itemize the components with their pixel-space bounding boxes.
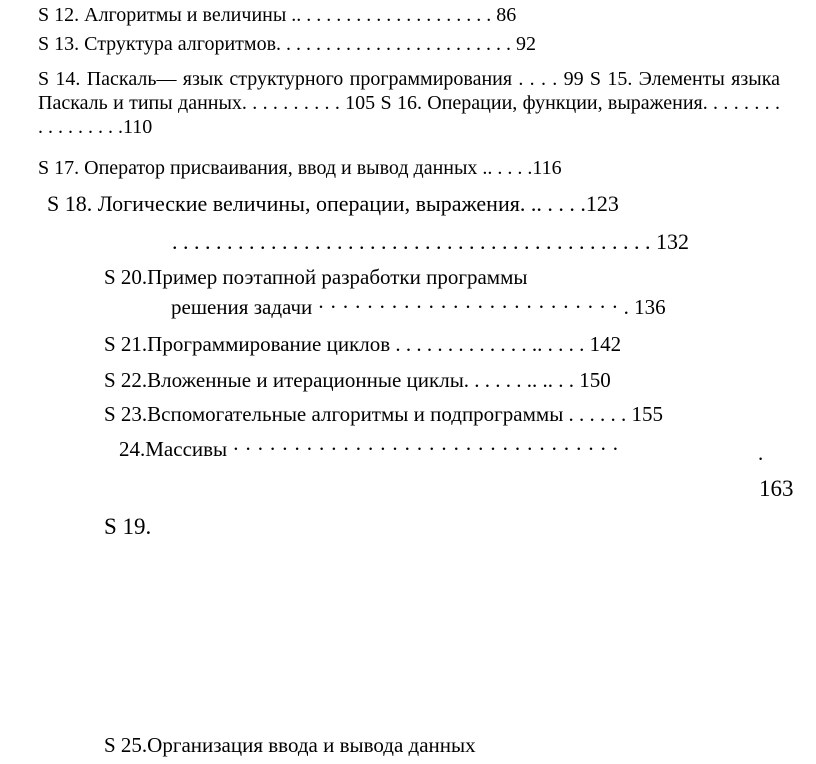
toc-entry-s13: S 13. Структура алгоритмов. . . . . . . . . . . . . . . . . . . . . . . . 92	[38, 33, 537, 55]
toc-entry-s24: 24.Массивы · · · · · · · · · · · · · · · · · · · · · · · · · · · · · · · ·	[119, 437, 619, 461]
toc-entry-s14-s16: S 14. Паскаль— язык структурного программирования . . . . 99 S 15. Элементы языка Паскаль и типы данных. . . . . . . . . . 105 S 16. Операции, функции, выражения. . . . . . . . . . . . . . . . .110	[38, 68, 780, 138]
toc-entry-s18: S 18. Логические величины, операции, выражения. .. . . . .123	[47, 191, 619, 216]
toc-entry-s20-cont: решения задачи · · · · · · · · · · · · · · · · · · · · · · · · · . 136	[171, 295, 666, 319]
toc-entry-s23: S 23.Вспомогательные алгоритмы и подпрограммы . . . . . . 155	[104, 402, 664, 426]
toc-entry-s19: S 19.	[104, 514, 152, 539]
toc-entry-s12: S 12. Алгоритмы и величины .. . . . . . . . . . . . . . . . . . . . 86	[38, 4, 517, 26]
toc-entry-s22: S 22.Вложенные и итерационные циклы. . . . . . .. .. . . 150	[104, 368, 611, 392]
toc-entry-s17: S 17. Оператор присваивания, ввод и вывод данных .. . . . .116	[38, 157, 562, 179]
toc-entry-s25: S 25.Организация ввода и вывода данных	[104, 733, 476, 757]
toc-entry-page-132: . . . . . . . . . . . . . . . . . . . . . . . . . . . . . . . . . . . . . . . . . . . . 132	[172, 229, 689, 254]
toc-entry-s24-dot: .	[758, 441, 764, 465]
toc-entry-s20: S 20.Пример поэтапной разработки программы	[104, 265, 528, 289]
toc-entry-s21: S 21.Программирование циклов . . . . . . . . . . . . . .. . . . . 142	[104, 332, 622, 356]
toc-entry-s24-page: 163	[759, 476, 794, 501]
